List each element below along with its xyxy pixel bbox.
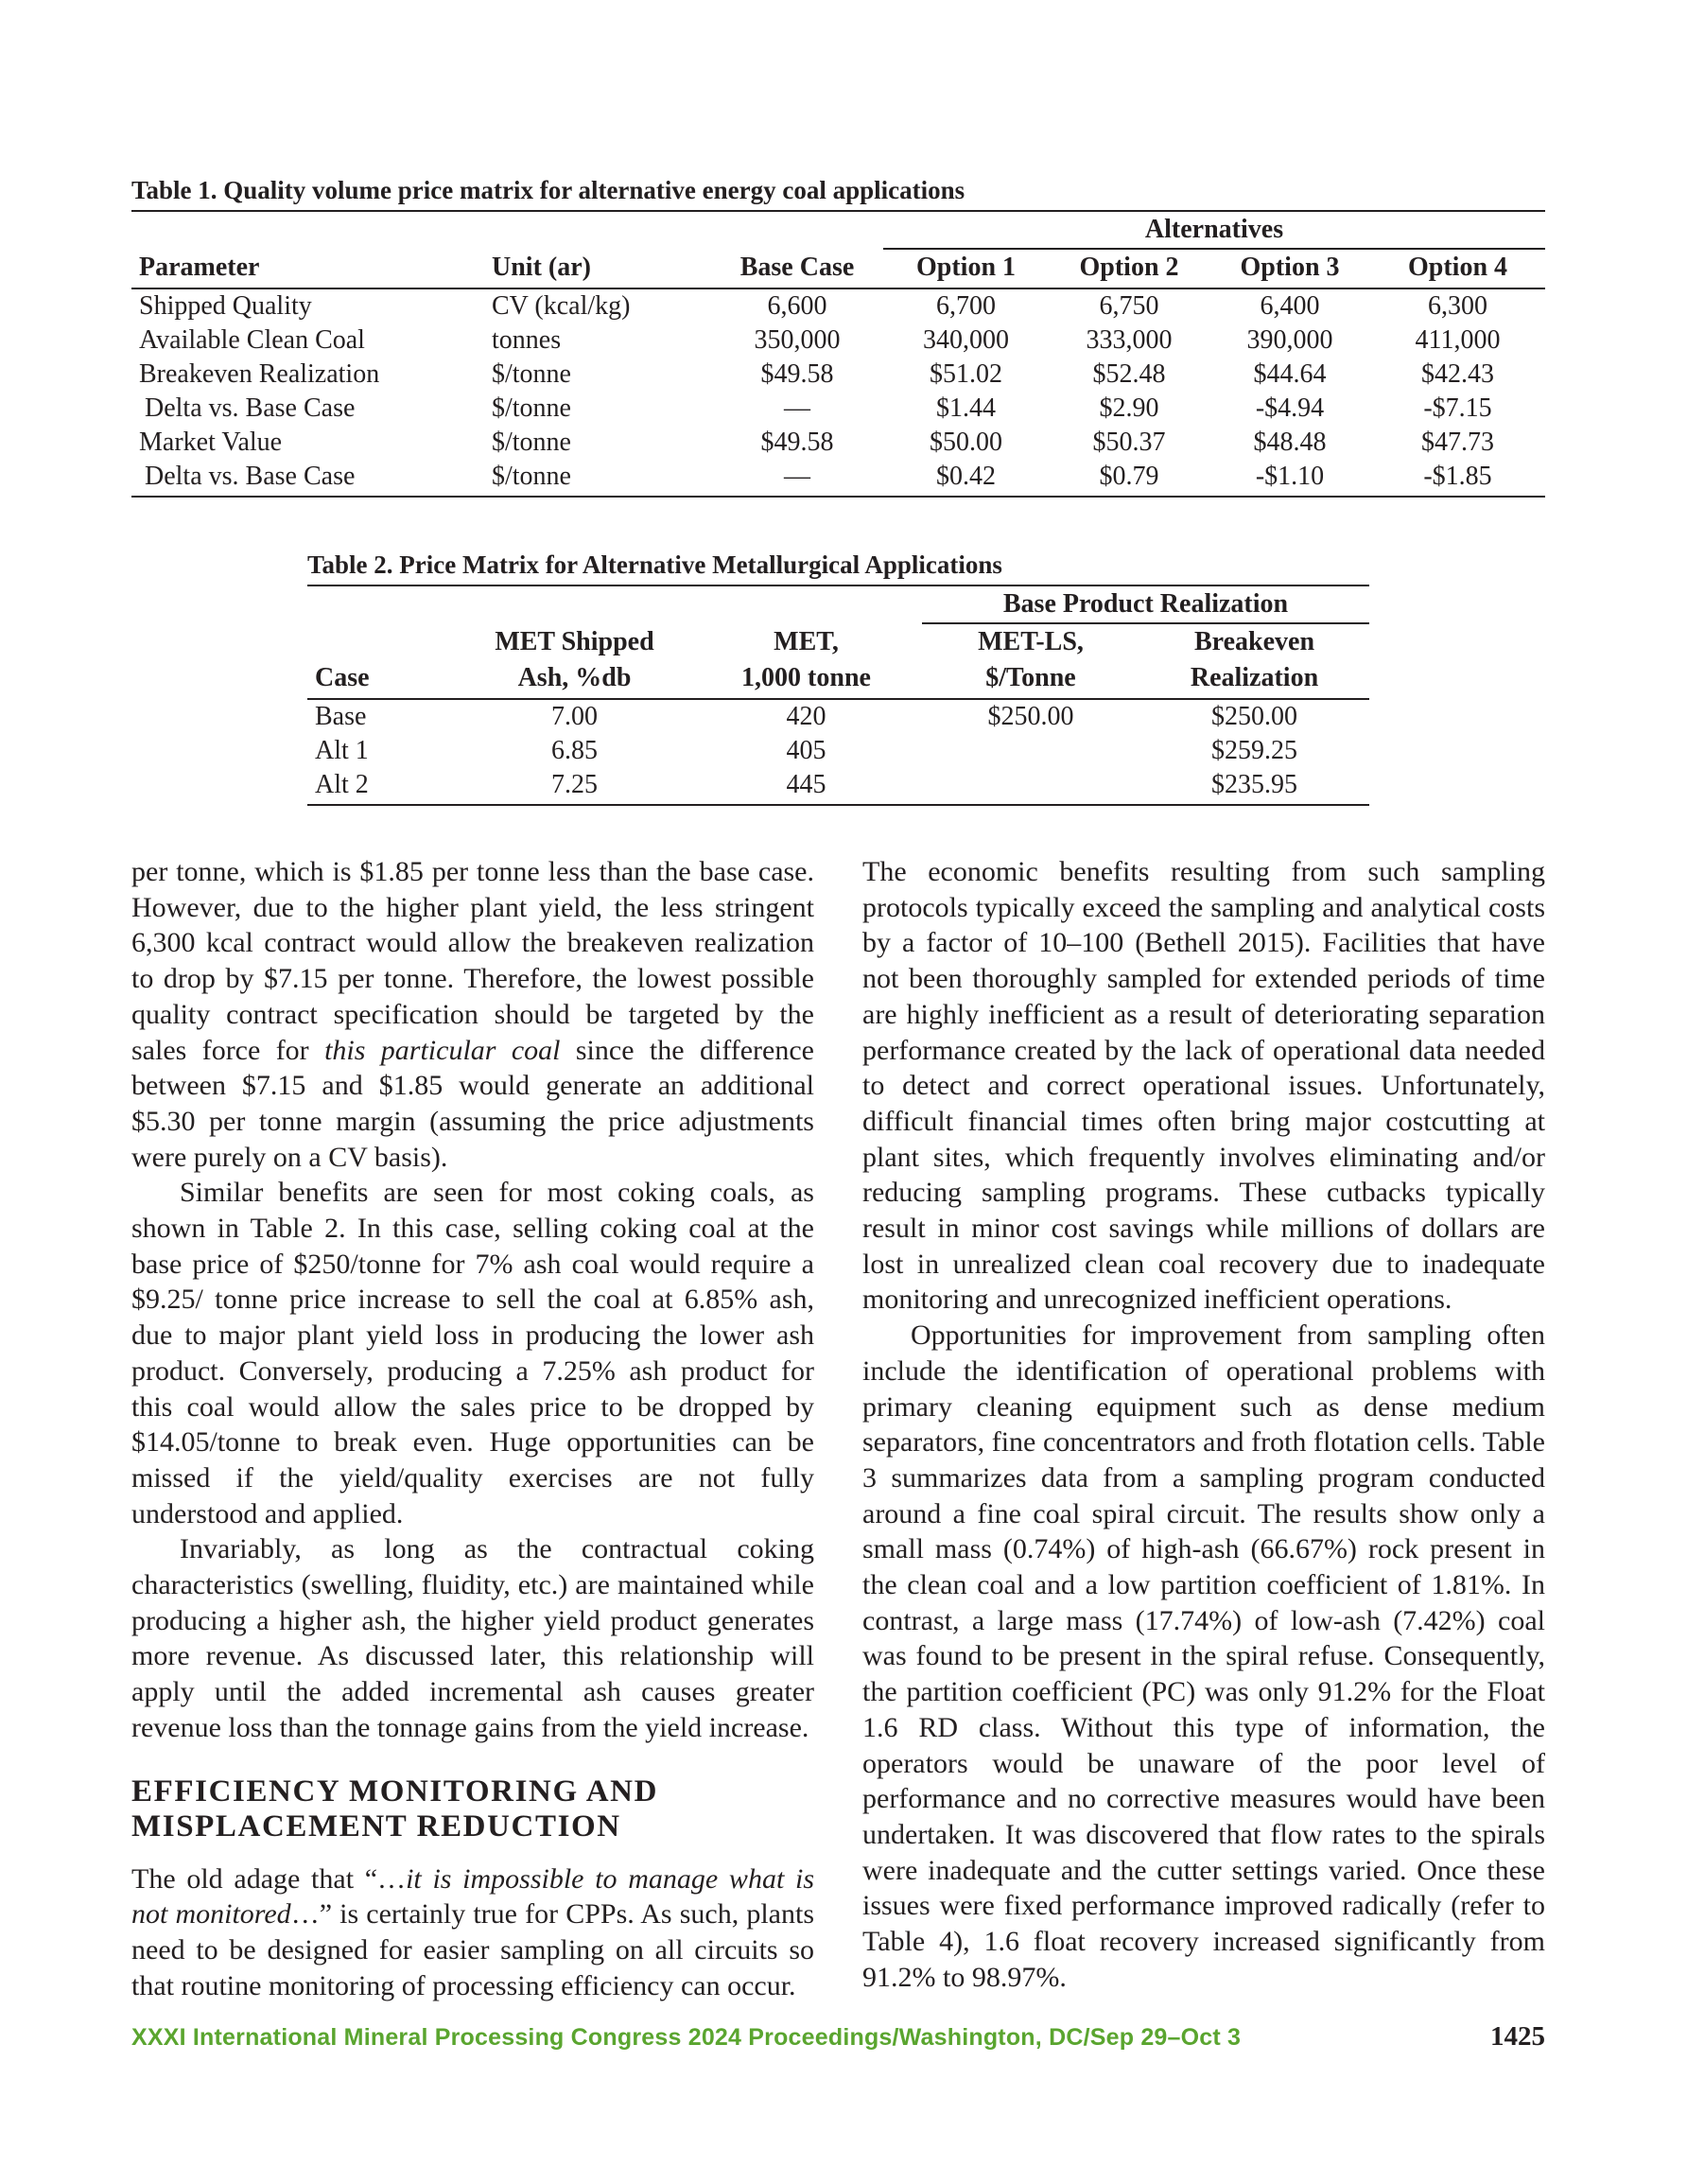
paragraph: Opportunities for improvement from sampling often include the identification of operational problems with primary cleaning equipment such as dense medium separators, fine concentrators and froth flotation cells. Table 3 summarizes data from a sampling program conducted around a fine coal spiral circuit. The results show only a small mass (0.74%) of high-ash (66.67%) rock present in the clean coal and a low partition coefficient of 1.81%. In contrast, a large mass (17.74%) of low-ash (7.42%) coal was found to be present in the spiral refuse. Consequently, the partition coefficient (PC) was only 91.2% for the Float 1.6 RD class. Without this type of information, the operators would be unaware of the poor level of performance and no corrective measures would have been undertaken. It was discovered that flow rates to the spirals were inadequate and the cutter settings varied. Once these issues were fixed performance improved radically (refer to Table 4), 1.6 float recovery increased significantly from 91.2% to 98.97%. <box>862 1319 1545 1993</box>
table-cell: Base <box>315 702 367 731</box>
table-2-group-header: Base Product Realization <box>922 585 1369 623</box>
table-cell: $47.73 <box>1421 428 1494 457</box>
table-cell: $0.79 <box>1049 460 1209 497</box>
table-cell <box>922 768 1139 805</box>
table-1-group-header: Alternatives <box>883 211 1545 249</box>
table-2-header: 1,000 tonne <box>690 660 922 699</box>
table-cell: 6,400 <box>1260 291 1320 321</box>
table-2-header: Case <box>307 660 459 699</box>
table-2-header: MET-LS, <box>978 627 1084 656</box>
table-cell: tonnes <box>492 325 562 355</box>
table-cell: 6,600 <box>767 291 827 321</box>
table-1-header: Option 1 <box>883 249 1049 288</box>
table-cell: $259.25 <box>1211 736 1297 765</box>
table-cell: 6,700 <box>936 291 996 321</box>
table-row <box>307 734 1369 768</box>
table-2-header: Realization <box>1139 660 1369 699</box>
table-2-header: $/Tonne <box>922 660 1139 699</box>
italic-phrase: it is impossible to manage what is not monitored <box>131 1862 814 1931</box>
table-cell: -$7.15 <box>1423 393 1492 423</box>
table-cell: -$1.85 <box>1370 460 1545 497</box>
table-row <box>131 426 1545 460</box>
table-cell: 411,000 <box>1415 325 1501 355</box>
table-cell: Delta vs. Base Case <box>145 393 356 423</box>
table-cell: $250.00 <box>987 702 1074 731</box>
table-cell: 6,300 <box>1428 291 1487 321</box>
table-cell: Delta vs. Base Case <box>131 460 484 497</box>
table-cell: — <box>784 393 810 423</box>
table-1-header: Option 3 <box>1209 249 1370 288</box>
table-cell: 340,000 <box>923 325 1009 355</box>
paragraph: Similar benefits are seen for most coking coals, as shown in Table 2. In this case, selling coking coal at the base price of $250/tonne for 7% ash coal would require a $9.25/ tonne price increase to sell the coal at 6.85% ash, due to major plant yield loss in producing the lower ash product. Conversely, producing a 7.25% ash product for this coal would allow the sales price to be dropped by $14.05/tonne to break even. Huge opportunities can be missed if the yield/quality exercises are not fully understood and applied. <box>131 1177 814 1529</box>
table-cell: 7.25 <box>459 768 690 805</box>
table-cell: -$1.10 <box>1209 460 1370 497</box>
table-2-header <box>307 623 459 660</box>
table-cell: $/tonne <box>484 460 711 497</box>
table-cell: Shipped Quality <box>139 291 312 321</box>
table-cell: -$4.94 <box>1255 393 1325 423</box>
table-row <box>131 392 1545 426</box>
table-cell: $0.42 <box>883 460 1049 497</box>
table-cell: 445 <box>690 768 922 805</box>
paragraph: The economic benefits resulting from such sampling protocols typically exceed the sampling and analytical costs by a factor of 10–100 (Bethell 2015). Facilities that have not been thoroughly sampled for extended periods of time are highly inefficient as a result of deteriorating separation performance created by the lack of operational data needed to detect and correct operational issues. Unfortunately, difficult financial times often bring major costcutting at plant sites, which frequently involves eliminating and/or reducing sampling programs. These cutbacks typically result in minor cost savings while millions of dollars are lost in unrealized clean coal recovery due to inadequate monitoring and unrecognized inefficient operations. <box>862 856 1545 1316</box>
table-cell: Available Clean Coal <box>139 325 365 355</box>
table-cell: 390,000 <box>1246 325 1333 355</box>
table-cell <box>922 734 1139 768</box>
table-cell: $/tonne <box>492 393 571 423</box>
table-1-caption: Table 1. Quality volume price matrix for alternative energy coal applications <box>131 176 965 204</box>
table-cell: $51.02 <box>930 359 1002 389</box>
table-cell: Breakeven Realization <box>139 359 380 389</box>
table-cell: 420 <box>786 702 826 731</box>
table-cell: $49.58 <box>760 359 834 389</box>
italic-phrase: this particular coal <box>324 1034 561 1066</box>
table-cell: $50.00 <box>930 428 1002 457</box>
table-cell: CV (kcal/kg) <box>492 291 631 321</box>
table-cell: 6,750 <box>1099 291 1159 321</box>
table-row <box>131 288 1545 323</box>
paragraph: The old adage that “…it is impossible to manage what is not monitored…” is certainly true for CPPs. As such, plants need to be designed for easier sampling on all circuits so that routine monitoring of processing efficiency can occur. <box>131 1862 815 2001</box>
table-cell: $2.90 <box>1099 393 1159 423</box>
page-number: 1425 <box>1490 2021 1545 2052</box>
table-cell: $250.00 <box>1211 702 1297 731</box>
table-cell: $50.37 <box>1092 428 1166 457</box>
table-1-header: Option 4 <box>1370 249 1545 288</box>
table-cell: — <box>711 460 883 497</box>
table-1 <box>131 174 1545 498</box>
table-cell: $48.48 <box>1253 428 1327 457</box>
table-1-grid <box>131 210 1545 498</box>
table-cell: Market Value <box>139 428 283 457</box>
table-cell: Alt 1 <box>315 736 369 765</box>
table-row <box>131 460 1545 497</box>
table-cell: $235.95 <box>1139 768 1369 805</box>
table-1-header: Parameter <box>131 249 484 288</box>
table-2-grid <box>307 585 1369 806</box>
right-column <box>862 854 1545 1996</box>
table-1-header: Option 2 <box>1049 249 1209 288</box>
table-2-header: MET Shipped <box>495 627 654 656</box>
table-2 <box>307 549 1369 806</box>
paragraph: Invariably, as long as the contractual coking characteristics (swelling, fluidity, etc.) are maintained while producing a higher ash, the higher yield product generates more revenue. As discussed later, this relationship will apply until the added incremental ash causes greater revenue loss than the tonnage gains from the yield increase. <box>131 1533 814 1743</box>
table-cell: 405 <box>786 736 826 765</box>
table-row <box>131 323 1545 358</box>
table-2-header: Breakeven <box>1193 627 1315 656</box>
table-2-caption: Table 2. Price Matrix for Alternative Metallurgical Applications <box>307 550 1002 579</box>
section-heading: EFFICIENCY MONITORING AND MISPLACEMENT REDUCTION <box>131 1773 659 1843</box>
table-cell: $/tonne <box>492 359 571 389</box>
table-cell: Alt 2 <box>307 768 459 805</box>
table-1-header: Base Case <box>711 249 883 288</box>
table-2-header: MET, <box>774 627 839 656</box>
table-1-header: Unit (ar) <box>484 249 711 288</box>
table-cell: 7.00 <box>551 702 598 731</box>
paragraph: per tonne, which is $1.85 per tonne less than the base case. However, due to the higher plant yield, the less stringent 6,300 kcal contract would allow the breakeven realization to drop by $7.15 per tonne. Therefore, the lowest possible quality contract specification should be targeted by the sales force for this particular coal since the difference between $7.15 and $1.85 would generate an additional $5.30 per tonne margin (assuming the price adjustments were purely on a CV basis). <box>131 856 814 1173</box>
table-cell: 350,000 <box>754 325 841 355</box>
table-row <box>131 358 1545 392</box>
table-cell: 6.85 <box>551 736 598 765</box>
table-cell: $52.48 <box>1092 359 1166 389</box>
table-cell: $/tonne <box>492 428 571 457</box>
table-cell: $49.58 <box>760 428 834 457</box>
table-cell: $42.43 <box>1421 359 1494 389</box>
table-row <box>307 768 1369 805</box>
left-column <box>131 854 814 2003</box>
table-row <box>307 699 1369 734</box>
table-cell: $1.44 <box>936 393 996 423</box>
footer-proceedings-title: XXXI International Mineral Processing Congress 2024 Proceedings/Washington, DC/Sep 29–Oct 3 <box>131 2024 1242 2051</box>
table-cell: $44.64 <box>1253 359 1327 389</box>
table-2-header: Ash, %db <box>459 660 690 699</box>
table-cell: 333,000 <box>1086 325 1173 355</box>
